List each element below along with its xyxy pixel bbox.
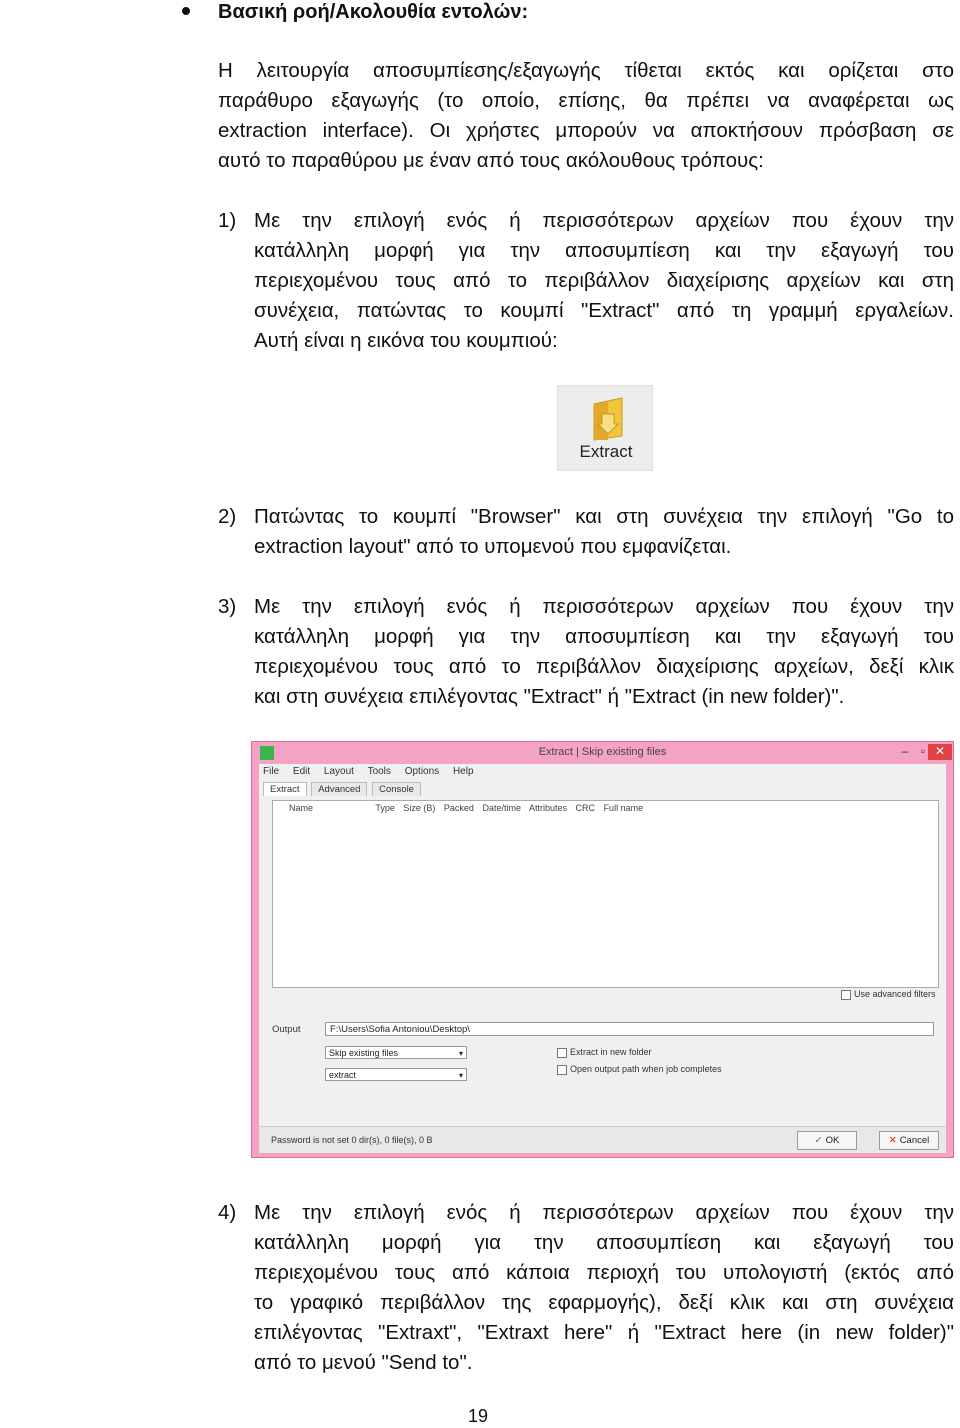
- column-headers: [289, 803, 649, 813]
- menu-tools[interactable]: Tools: [367, 766, 391, 777]
- overwrite-select-value: Skip existing files: [329, 1048, 399, 1058]
- check-icon: ✓: [814, 1135, 823, 1146]
- item-line: από το μενού "Send to".: [254, 1351, 473, 1374]
- page-number: 19: [468, 1406, 489, 1426]
- output-path-field[interactable]: F:\Users\Sofia Antoniou\Desktop\: [325, 1022, 934, 1036]
- extract-button-image: [557, 385, 653, 471]
- item-line: συνέχεια, πατώντας το κουμπί "Extract" από τη γραμμή εργαλείων.: [254, 299, 954, 322]
- folder-icon: [592, 396, 624, 442]
- menu-edit[interactable]: Edit: [292, 766, 311, 777]
- open-output-path-checkbox[interactable]: [557, 1064, 722, 1075]
- close-icon[interactable]: ✕: [928, 744, 952, 760]
- status-bar: [259, 1126, 946, 1153]
- window-title: Extract | Skip existing files: [538, 746, 667, 758]
- tab-console[interactable]: Console: [372, 782, 421, 796]
- checkbox-icon[interactable]: [557, 1065, 567, 1075]
- window-titlebar: [252, 742, 953, 764]
- item-line: περιεχομένου τους από το περιβάλλον διαχείρισης αρχείων, δεξί κλικ: [254, 655, 954, 678]
- item-number: 1): [218, 209, 237, 232]
- menu-file[interactable]: File: [263, 766, 280, 777]
- use-advanced-filters-label: Use advanced filters: [854, 989, 936, 999]
- ok-button[interactable]: [797, 1131, 857, 1150]
- item-line: Με την επιλογή ενός ή περισσότερων αρχείων που έχουν την: [254, 209, 954, 232]
- status-text: Password is not set 0 dir(s), 0 file(s), 0 B: [271, 1135, 433, 1145]
- item-number: 3): [218, 595, 237, 618]
- chevron-down-icon: ▾: [458, 1071, 463, 1080]
- item-line: extraction layout" από το υπομενού που εμφανίζεται.: [254, 535, 732, 558]
- extraction-window-screenshot: [251, 741, 954, 1158]
- cancel-button[interactable]: [879, 1131, 939, 1150]
- column-name[interactable]: Name: [289, 803, 314, 813]
- column-type[interactable]: Type: [375, 803, 395, 813]
- item-line: περιεχομένου τους από κάποια περιοχή του υπολογιστή (εκτός από: [254, 1261, 954, 1284]
- open-output-path-label: Open output path when job completes: [570, 1064, 722, 1074]
- item-line: Πατώντας το κουμπί "Browser" και στη συνέχεια την επιλογή "Go to: [254, 505, 954, 528]
- item-line: Με την επιλογή ενός ή περισσότερων αρχείων που έχουν την: [254, 1201, 954, 1224]
- cancel-label: Cancel: [899, 1135, 930, 1146]
- item-line: Αυτή είναι η εικόνα του κουμπιού:: [254, 329, 558, 352]
- intro-line: extraction interface). Οι χρήστες μπορούν να αποκτήσουν πρόσβαση σε: [218, 119, 954, 142]
- extract-new-folder-label: Extract in new folder: [570, 1047, 652, 1057]
- intro-paragraph: [218, 56, 954, 176]
- column-datetime[interactable]: Date/time: [482, 803, 521, 813]
- intro-line: παράθυρο εξαγωγής (το οποίο, επίσης, θα πρέπει να αναφέρεται ως: [218, 89, 954, 112]
- tab-extract[interactable]: Extract: [263, 782, 307, 796]
- window-body: [259, 764, 946, 1152]
- action-select[interactable]: [325, 1068, 467, 1081]
- maximize-icon[interactable]: ▫: [920, 744, 926, 758]
- column-attributes[interactable]: Attributes: [529, 803, 568, 813]
- menu-layout[interactable]: Layout: [323, 766, 354, 777]
- item-line: επιλέγοντας "Extraxt", "Extraxt here" ή "Extract here (in new folder)": [254, 1321, 954, 1344]
- checkbox-icon[interactable]: [557, 1048, 567, 1058]
- ok-label: OK: [825, 1135, 840, 1146]
- item-line: κατάλληλη μορφή για την αποσυμπίεση και την εξαγωγή του: [254, 239, 954, 262]
- item-number: 4): [218, 1201, 237, 1224]
- column-packed[interactable]: Packed: [443, 803, 474, 813]
- intro-line: Η λειτουργία αποσυμπίεσης/εξαγωγής τίθεται εκτός και ορίζεται στο: [218, 59, 954, 82]
- item-line: κατάλληλη μορφή για την αποσυμπίεση και την εξαγωγή του: [254, 625, 954, 648]
- menu-help[interactable]: Help: [452, 766, 474, 777]
- action-select-value: extract: [329, 1070, 357, 1080]
- cross-icon: ✕: [888, 1135, 897, 1146]
- column-fullname[interactable]: Full name: [603, 803, 644, 813]
- output-label: Output: [272, 1024, 301, 1035]
- tab-bar: [263, 782, 423, 796]
- item-line: κατάλληλη μορφή για την αποσυμπίεση και εξαγωγή του: [254, 1231, 954, 1254]
- item-line: το γραφικό περιβάλλον της εφαρμογής), δεξί κλικ και στη συνέχεια: [254, 1291, 954, 1314]
- overwrite-select[interactable]: [325, 1046, 467, 1059]
- extract-new-folder-checkbox[interactable]: [557, 1047, 652, 1058]
- menu-bar: [263, 766, 485, 777]
- minimize-icon[interactable]: –: [901, 744, 909, 758]
- bullet-icon: [182, 7, 190, 15]
- item-line: και στη συνέχεια επιλέγοντας "Extract" ή "Extract (in new folder)".: [254, 685, 845, 708]
- item-number: 2): [218, 505, 237, 528]
- tab-advanced[interactable]: Advanced: [311, 782, 367, 796]
- item-line: Με την επιλογή ενός ή περισσότερων αρχείων που έχουν την: [254, 595, 954, 618]
- checkbox-icon[interactable]: [841, 990, 851, 1000]
- menu-options[interactable]: Options: [404, 766, 440, 777]
- use-advanced-filters-checkbox[interactable]: [841, 989, 936, 1000]
- item-line: περιεχομένου τους από το περιβάλλον διαχείρισης αρχείων και στη: [254, 269, 954, 292]
- column-size[interactable]: Size (B): [403, 803, 436, 813]
- column-crc[interactable]: CRC: [575, 803, 596, 813]
- extract-button-label: Extract: [579, 442, 633, 461]
- section-heading: Βασική ροή/Ακολουθία εντολών:: [218, 1, 529, 23]
- intro-line: αυτό το παραθύρου με έναν από τους ακόλουθους τρόπους:: [218, 149, 764, 172]
- chevron-down-icon: ▾: [458, 1049, 463, 1058]
- file-list-panel[interactable]: [272, 800, 939, 988]
